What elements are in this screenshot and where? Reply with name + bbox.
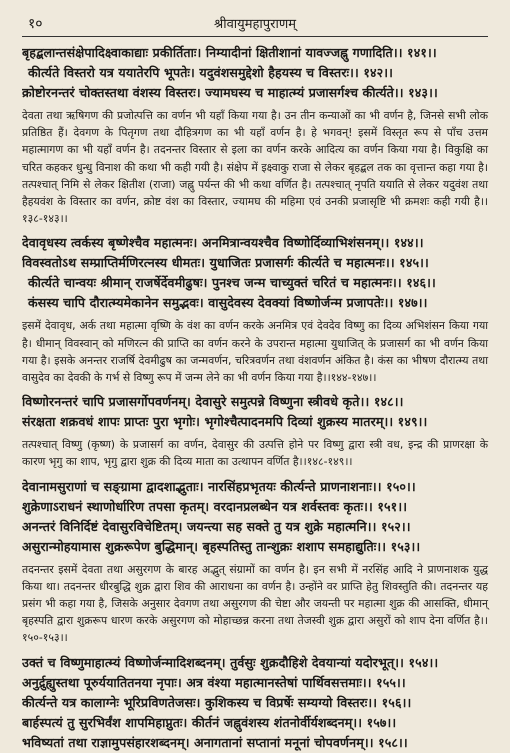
verse-line: देवावृधस्य त्वर्कस्य बृष्णेश्चैव महात्मनः। अनमित्रान्वयश्चैव विष्णोर्दिव्याभिशंसनम्।। १४४।। [22,235,424,251]
page-header [22,10,488,36]
page-number: १० [28,16,43,32]
verse-line: विष्णोरनन्तरं चापि प्रजासर्गोपवर्णनम्। देवासुरे समुत्पन्ने विष्णुना स्त्रीवधे कृते।। १४८।। [22,394,404,410]
verse-line: बार्हस्पत्यं तु सुरभिर्वंश शापमिहाप्नुतः। कीर्तनं जह्नुवंशस्य शंतनोर्वीर्यशब्दनम्।। १५७।। [22,714,397,730]
verse-block [22,392,488,432]
verse-line: विवस्वतोऽथ सम्प्राप्तिर्मणिरत्नस्य धीमतः। युधाजितः प्रजासर्गः कीर्त्यते च महात्मनः।। १४५।। [22,255,429,271]
verse-block [22,477,488,557]
verse-line: क्रोष्टोरनन्तरं चोक्तस्तथा वंशस्य विस्तरः। ज्यामघस्य च माहात्म्यं प्रजासर्गश्च कीर्त्यते।। १४३।। [22,85,438,100]
verse-line: कीर्त्यते विस्तरो यत्र ययातेरपि भूपतेः। यदुवंशसमुद्देशो हैहयस्य च विस्तरः।। १४२।। [28,65,394,80]
verse-block [22,43,488,103]
verse-block [22,653,488,753]
verse-line: असुरान्मोहयामास शुक्ररूपेण बुद्धिमान्। बृहस्पतिस्तु तान्शुक्रः शशाप समहाद्युतिः।। १५३।। [22,538,421,554]
verse-line: बृहद्बलान्तसंक्षेपादिक्ष्वाकाद्याः प्रकीर्तिताः। निम्यादीनां क्षितीशानां यावज्जह्नु गणादिति।। १४१।। [22,45,437,60]
verse-block [22,233,488,313]
translation-paragraph: इसमें देवावृध, अर्क तथा महात्मा वृष्णि के वंश का वर्णन करके अनमित्र एवं देवदेव विष्णु का दिव्य अभिशंसन किया गया है। धीमान् विवस्वान् को मणिरत्न की प्राप्ति का वर्णन करने के उपरान्त महात्मा युधाजित् के प्रजासर्ग का भी वर्णन किया गया है। इसके अनन्तर राजर्षि देवमीढुष का जन्मवर्णन, चरित्रवर्णन तथा वंशवर्णन अंकित है। कंस का भीषण दौरात्म्य तथा वासुदेव का देवकी के गर्भ से विष्णु रूप में जन्म लेने का भी वर्णन किया गया है।।१४४-१४७।। [22,319,488,385]
verse-line: उक्तं च विष्णुमाहात्म्यं विष्णोर्जन्मादिशब्दनम्। तुर्वसुः शुक्रदौहिशे देवयान्यां यदोरभूत्।। १५४।। [22,654,439,670]
translation-paragraph: देवता तथा ऋषिगण की प्रजोत्पत्ति का वर्णन भी यहाँ किया गया है। उन तीन कन्याओं का भी वर्णन है, जिनसे सभी लोक प्रतिष्ठित हैं। देवगण के पितृगण तथा दौहित्रगण का भी यहाँ वर्णन है। हे भगवन्! इसमें विस्तृत रूप से पाँच उत्तम महात्मागण का भी यहाँ वर्णन है। तदनन्तर विस्तार से इला का वर्णन करके आदित्य का वर्णन किया गया है। विकुक्षि का चरित कहकर धुन्धु विनाश की कथा भी कही गयी है। संक्षेप में इक्ष्वाकु राजा से लेकर बृहद्बल तक का वृत्तान्त कहा गया है। तत्पश्चात् निमि से लेकर क्षितीश (राजा) जह्नु पर्यन्त की भी कथा वर्णित है। तत्पश्चात् नृपति ययाति से लेकर यदुवंश तथा हैहयवंश के विस्तार का वर्णन, क्रोष्ट वंश का विस्तार, ज्यामघ की महिमा एवं उनकी प्रजासृष्टि भी क्रमशः कही गयी है।।१३८-१४३।। [22,109,488,226]
verse-line: भविष्यतां तथा राज्ञामुपसंहारशब्दनम्। अनागतानां सप्तानां मनूनां चोपवर्णनम्।। १५८।। [22,734,408,750]
header-rule [22,36,488,37]
verse-line: देवानामसुराणां च सङ्ग्रामा द्वादशाद्भुताः। नारसिंहप्रभृतयः कीर्त्यन्ते प्राणनाशनाः।। १५०।। [22,478,416,494]
verse-line: शुक्रेणाऽराधनं स्थाणोर्धारिण तपसा कृतम्। वरदानप्रलब्धेन यत्र शर्वस्तवः कृतः।। १५१।। [22,498,408,514]
translation-paragraph: तदनन्तर इसमें देवता तथा असुरगण के बारह अद्भुत् संग्रामों का वर्णन है। इन सभी में नरसिंह आदि ने प्राणनाशक युद्ध किया था। तदनन्तर धीरबुद्धि शुक्र द्वारा शिव की आराधना का वर्णन है। उन्होंने वर प्राप्ति हेतु शिवस्तुति की। तदनन्तर यह प्रसंग भी कहा गया है, जिसके अनुसार देवगण तथा असुरगण की चेष्टा और जयन्ती पर महात्मा शुक्र की आसक्ति, धीमान् बृहस्पति द्वारा शुक्ररूप धारण करके असुरगण को मोहाच्छन्न करना तथा तेजस्वी शुक्र द्वारा असुरों को शाप देना वर्णित है।।१५०-१५३।। [22,562,488,645]
verse-line: संरक्षता शक्रवधं शापः प्राप्तः पुरा भृगोः। भृगोश्चैत्पादनमपि दिव्यां शुक्रस्य मातरम्।। १४९।। [22,414,428,430]
running-title: श्रीवायुमहापुराणम् [214,17,296,32]
verse-line: कीर्त्यते चान्वयः श्रीमान् राजर्षेर्देवमीढुषः। पुनश्च जन्म चाच्युक्तं चरितं च महात्मनः।। १४६।। [28,275,436,291]
verse-line: अनुर्द्रुह्युस्तथा पूरुर्ययातितनया नृपाः। अत्र वंश्या महात्मानस्तेषां पार्थिवसत्तमाः।। १५५।। [22,674,406,690]
verse-line: कीर्त्यन्ते यत्र कालाग्नेः भूरिप्रविणतेजसः। कुशिकस्य च विप्रर्षेः सम्यग्यो विस्तरः।। १५६।। [22,694,412,710]
translation-paragraph: तत्पश्चात् विष्णु (कृष्ण) के प्रजासर्ग का वर्णन, देवासुर की उत्पत्ति होने पर विष्णु द्वारा स्त्री वध, इन्द्र की प्राणरक्षा के कारण भृगु का शाप, भृगु द्वारा शुक्र की दिव्य माता का उत्थापन वर्णित है।।१४८-१४९।। [22,438,488,469]
verse-line: अनन्तरं विनिर्दिष्टं देवासुरविचेष्टितम्। जयन्त्या सह सक्ते तु यत्र शुक्रे महात्मनि।। १५२।। [22,518,411,534]
verse-line: कंसस्य चापि दौरात्म्यमेकानेन समुद्भवः। वासुदेवस्य देवक्यां विष्णोर्जन्म प्रजापतेः।। १४७।। [28,295,428,311]
